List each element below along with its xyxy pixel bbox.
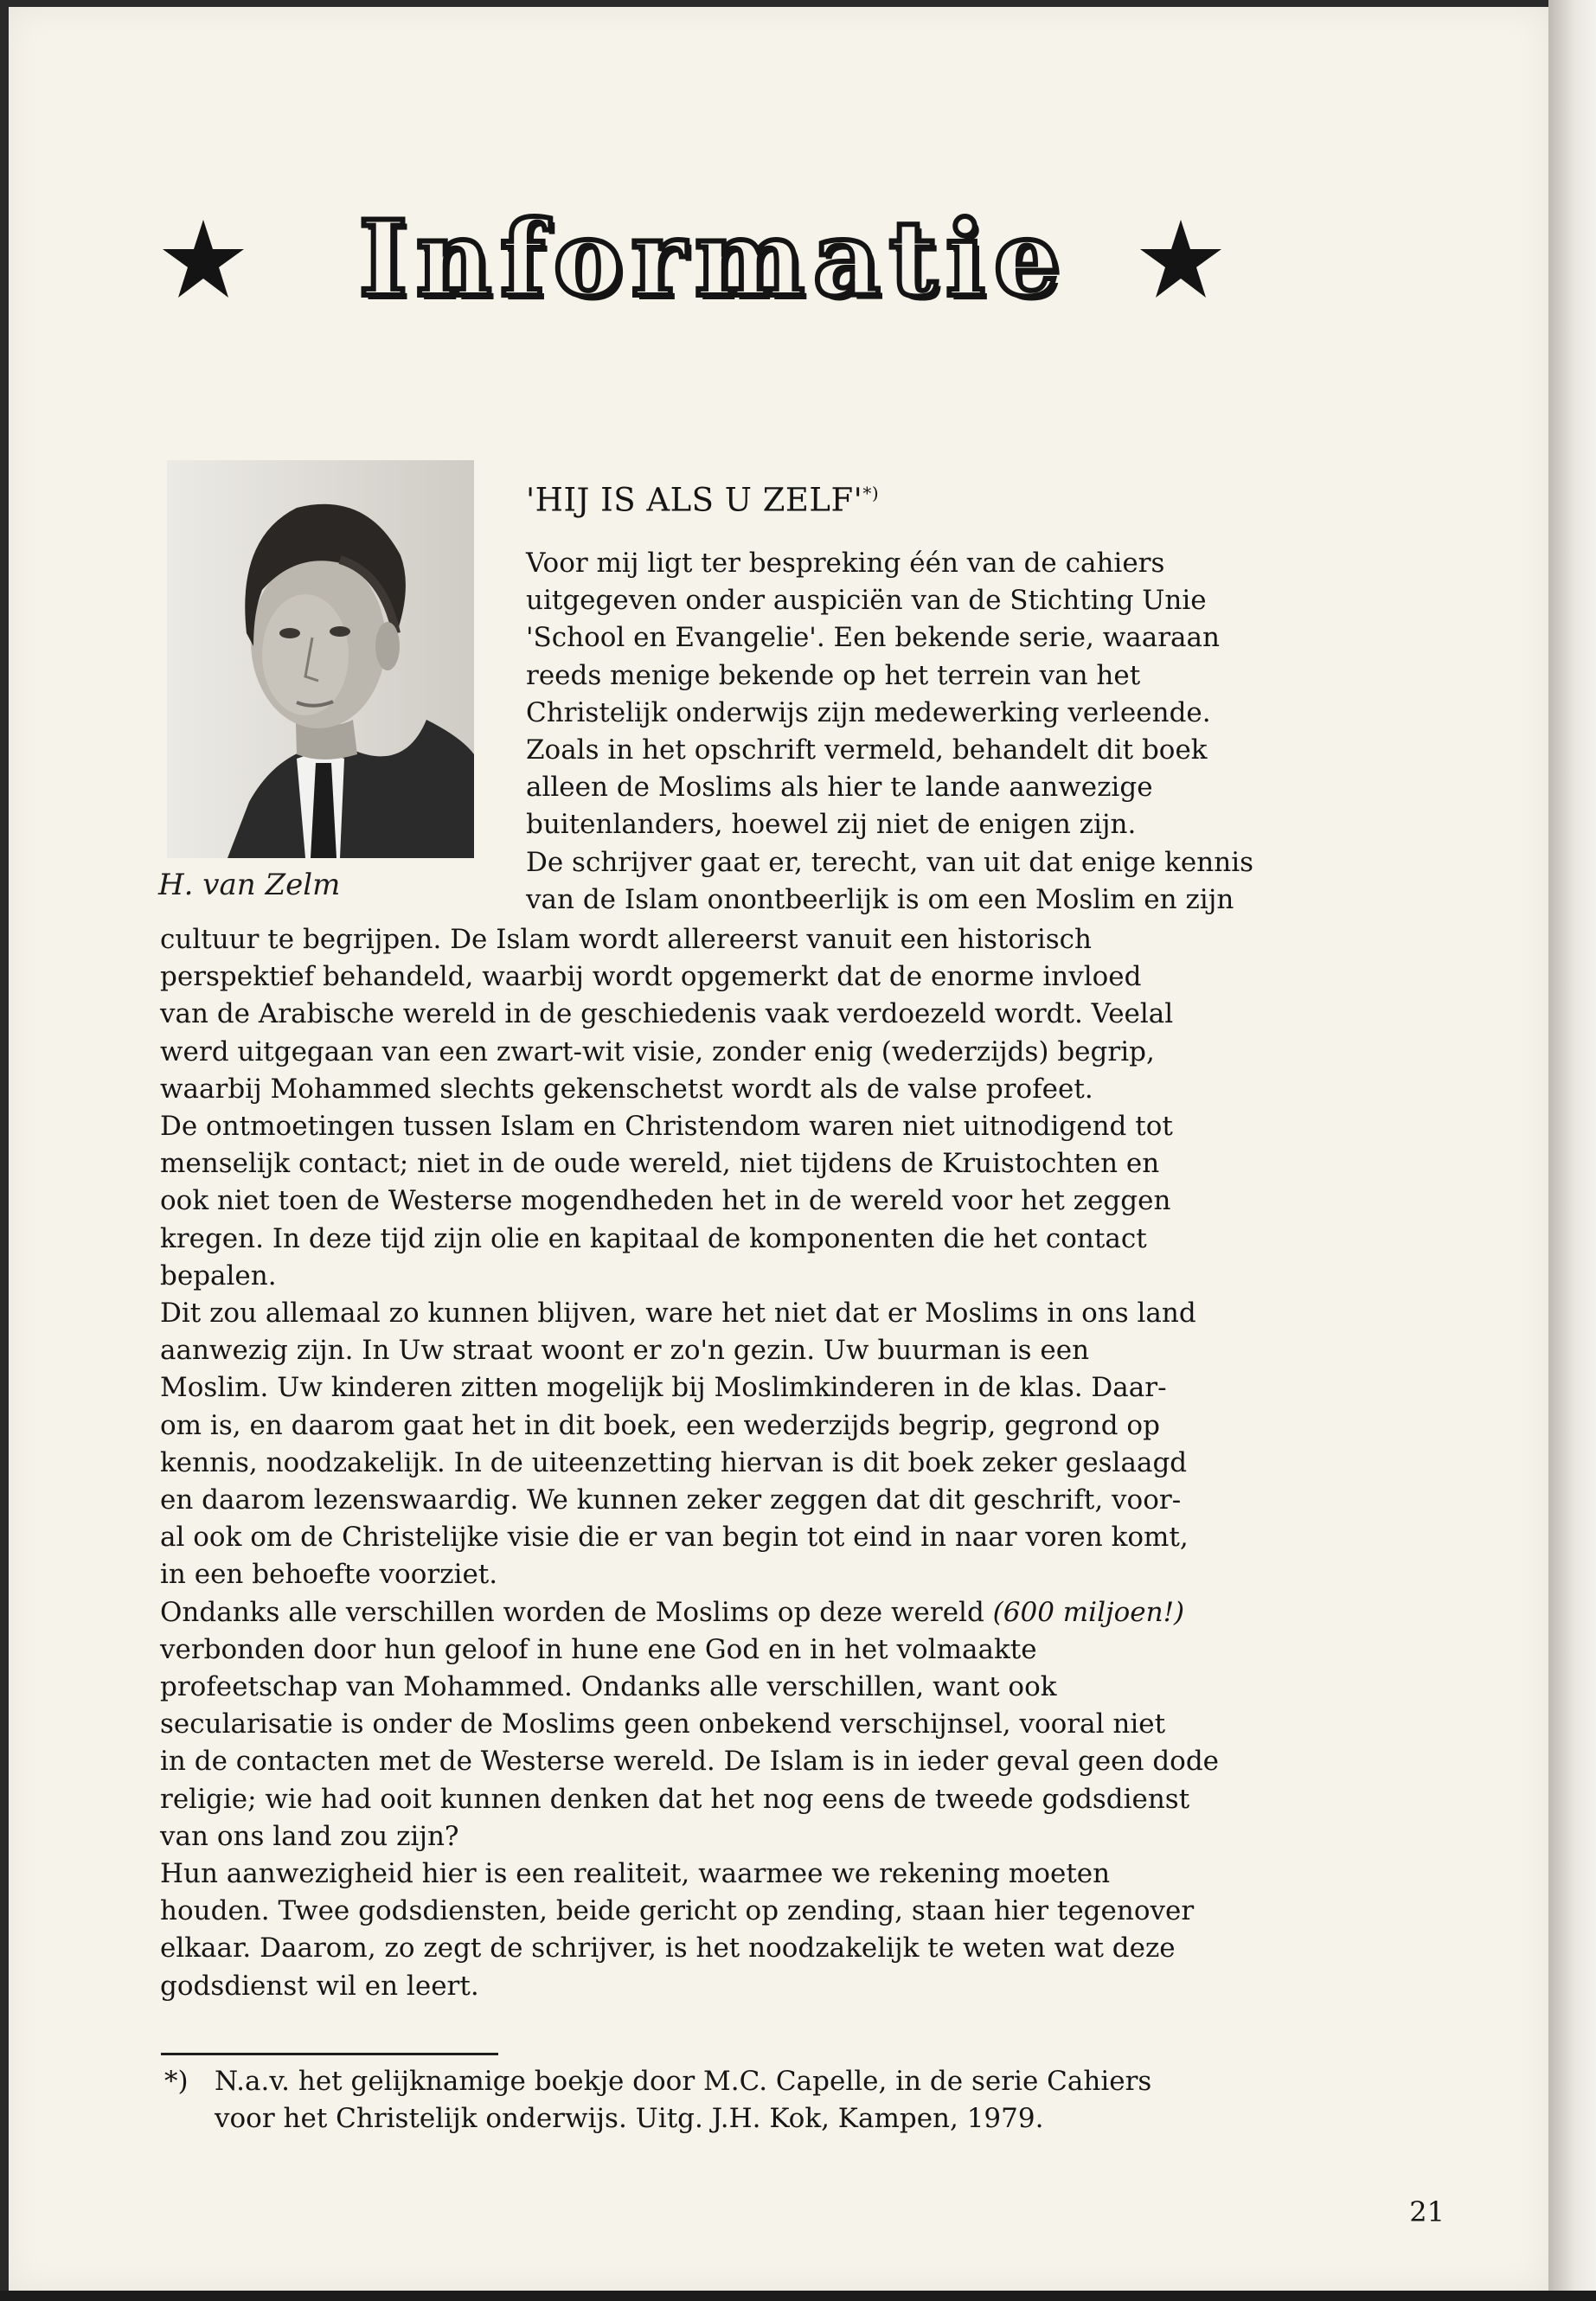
text-line: menselijk contact; niet in de oude wereld, niet tijdens de Kruistochten en (160, 1148, 1160, 1180)
scan-border (0, 2291, 1596, 2301)
text-line: Moslim. Uw kinderen zitten mogelijk bij Moslimkinderen in de klas. Daar- (160, 1372, 1167, 1404)
text-line: verbonden door hun geloof in hune ene God en in het volmaakte (160, 1633, 1037, 1665)
text-line: Dit zou allemaal zo kunnen blijven, ware het niet dat er Moslims in ons land (160, 1298, 1196, 1330)
text-line: De schrijver gaat er, terecht, van uit dat enige kennis (526, 846, 1254, 878)
text-line: al ook om de Christelijke visie die er van begin tot eind in naar voren komt, (160, 1522, 1189, 1554)
article-title (526, 471, 1131, 519)
text-line: elkaar. Daarom, zo zegt de schrijver, is het noodzakelijk te weten wat deze (160, 1932, 1176, 1965)
text-line: ook niet toen de Westerse mogendheden het in de wereld voor het zeggen (160, 1185, 1171, 1217)
footnote-marker: *) (862, 483, 880, 503)
footnote (164, 2063, 1440, 2150)
text-line: profeetschap van Mohammed. Ondanks alle verschillen, want ook (160, 1671, 1057, 1703)
text-line: van de Arabische wereld in de geschiedenis vaak verdoezeld wordt. Veelal (160, 998, 1174, 1030)
article-intro (526, 545, 1439, 934)
emphasis-text: (600 miljoen!) (992, 1596, 1185, 1628)
photo-caption: H. van Zelm (158, 868, 341, 902)
text-line: bepalen. (160, 1259, 277, 1292)
star-icon (160, 216, 247, 303)
text-line: om is, en daarom gaat het in dit boek, een wederzijds begrip, gegrond op (160, 1409, 1160, 1441)
footnote-line: voor het Christelijk onderwijs. Uitg. J.H. Kok, Kampen, 1979. (215, 2103, 1044, 2134)
text-line: in een behoefte voorziet. (160, 1559, 498, 1591)
text-line (160, 1594, 1439, 1631)
text-line: cultuur te begrijpen. De Islam wordt allereerst vanuit een historisch (160, 924, 1092, 955)
section-heading (160, 199, 1241, 320)
text-line: godsdienst wil en leert. (160, 1970, 479, 2002)
text-line: Zoals in het opschrift vermeld, behandelt dit boek (526, 734, 1208, 766)
text-line: alleen de Moslims als hier te lande aanwezige (526, 772, 1153, 804)
text-line: van ons land zou zijn? (160, 1820, 459, 1852)
footnote-divider (161, 2053, 498, 2055)
text-line: waarbij Mohammed slechts gekenschetst wordt als de valse profeet. (160, 1073, 1093, 1105)
text-line: religie; wie had ooit kunnen denken dat het nog eens de tweede godsdienst (160, 1783, 1190, 1815)
text-line: van de Islam onontbeerlijk is om een Moslim en zijn (526, 883, 1234, 915)
article-title-text: 'HIJ IS ALS U ZELF' (526, 481, 863, 519)
text-line: werd uitgegaan van een zwart-wit visie, zonder enig (wederzijds) begrip, (160, 1035, 1155, 1067)
text-line: kennis, noodzakelijk. In de uiteenzetting hiervan is dit boek zeker geslaagd (160, 1446, 1188, 1478)
page-number: 21 (1409, 2195, 1445, 2228)
text-line: De ontmoetingen tussen Islam en Christendom waren niet uitnodigend tot (160, 1111, 1173, 1143)
text-line: houden. Twee godsdiensten, beide gericht op zending, staan hier tegenover (160, 1895, 1195, 1927)
page-edge (1548, 0, 1596, 2301)
text-line: reeds menige bekende op het terrein van het (526, 659, 1141, 691)
footnote-line: N.a.v. het gelijknamige boekje door M.C. Capelle, in de serie Cahiers (215, 2066, 1152, 2097)
text-line: kregen. In deze tijd zijn olie en kapitaal de komponenten die het contact (160, 1222, 1147, 1254)
article-body (160, 921, 1439, 2029)
heading-word: Informatie (358, 198, 1069, 320)
text-line: buitenlanders, hoewel zij niet de enigen zijn. (526, 809, 1137, 841)
footnote-mark: *) (164, 2066, 189, 2097)
text-line: perspektief behandeld, waarbij wordt opgemerkt dat de enorme invloed (160, 961, 1142, 993)
text-line: 'School en Evangelie'. Een bekende serie, waaraan (526, 622, 1220, 654)
text-line: aanwezig zijn. In Uw straat woont er zo'n gezin. Uw buurman is een (160, 1335, 1090, 1367)
text-line: en daarom lezenswaardig. We kunnen zeker zeggen dat dit geschrift, voor- (160, 1484, 1182, 1516)
star-icon (1138, 216, 1224, 303)
text-line: Voor mij ligt ter bespreking één van de cahiers (526, 548, 1165, 579)
text-line: secularisatie is onder de Moslims geen onbekend verschijnsel, vooral niet (160, 1708, 1166, 1740)
text-fragment: Ondanks alle verschillen worden de Moslims op deze wereld (160, 1596, 993, 1628)
author-photo (167, 460, 474, 858)
text-line: in de contacten met de Westerse wereld. De Islam is in ieder geval geen dode (160, 1746, 1220, 1778)
text-line: Christelijk onderwijs zijn medewerking verleende. (526, 696, 1211, 728)
text-line: uitgegeven onder auspiciën van de Stichting Unie (526, 585, 1207, 617)
text-line: Hun aanwezigheid hier is een realiteit, waarmee we rekening moeten (160, 1858, 1111, 1890)
